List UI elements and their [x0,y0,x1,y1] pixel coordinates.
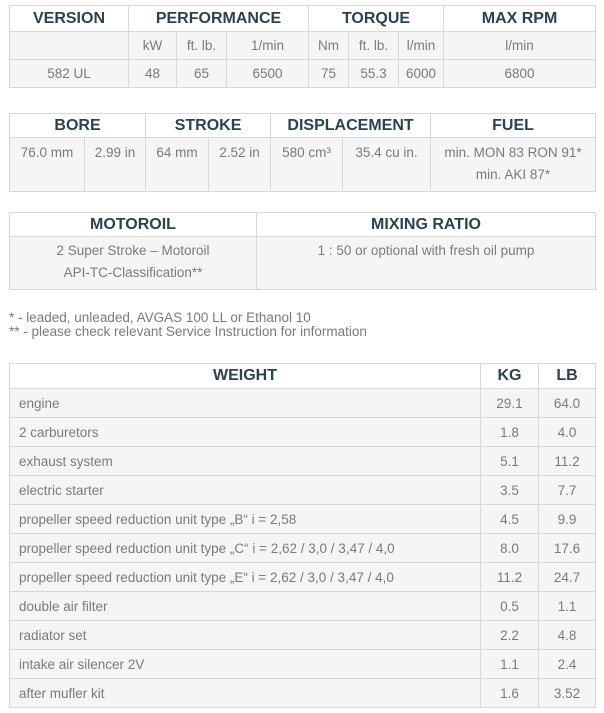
mixing-ratio-cell: 1 : 50 or optional with fresh oil pump [257,237,596,290]
weight-item-cell: exhaust system [10,447,481,476]
unit-cell: ft. lb. [177,32,227,60]
header-torque: TORQUE [309,6,444,32]
weight-lb-cell: 7.7 [539,476,596,505]
value-cell: 75 [309,60,349,88]
unit-cell: 1/min [227,32,309,60]
weight-kg-cell: 8.0 [481,534,539,563]
weight-item-cell: after mufler kit [10,679,481,708]
table-row [10,505,596,534]
value-cell: 582 UL [10,60,129,88]
table-row [10,592,596,621]
table-row [10,476,596,505]
header-displacement: DISPLACEMENT [271,114,431,138]
value-cell: 580 cm³ [271,138,343,192]
table-row [10,534,596,563]
unit-cell: l/min [444,32,596,60]
table-row [10,418,596,447]
weight-lb-cell: 1.1 [539,592,596,621]
value-cell: 55.3 [349,60,399,88]
value-cell: 6000 [399,60,444,88]
motoroil-line-2: API-TC-Classification** [63,265,203,280]
performance-table [9,5,596,88]
header-motoroil: MOTOROIL [10,213,257,237]
weight-item-cell: electric starter [10,476,481,505]
weight-lb-cell: 64.0 [539,389,596,418]
fuel-line-1: min. MON 83 RON 91* [444,145,582,160]
table-row [10,389,596,418]
motoroil-line-1: 2 Super Stroke – Motoroil [56,243,210,258]
weight-item-cell: propeller speed reduction unit type „C“ i = 2,62 / 3,0 / 3,47 / 4,0 [10,534,481,563]
table-row [10,679,596,708]
value-cell: 48 [129,60,177,88]
value-cell: 2.99 in [85,138,146,192]
table-row [10,650,596,679]
header-performance: PERFORMANCE [129,6,309,32]
weight-kg-cell: 0.5 [481,592,539,621]
weight-lb-cell: 24.7 [539,563,596,592]
weight-item-cell: radiator set [10,621,481,650]
weight-item-cell: engine [10,389,481,418]
weight-lb-cell: 11.2 [539,447,596,476]
weight-kg-cell: 4.5 [481,505,539,534]
unit-cell: kW [129,32,177,60]
header-kg: KG [481,364,539,389]
footnote-1: * - leaded, unleaded, AVGAS 100 LL or Ethanol 10 [9,310,311,325]
header-bore: BORE [10,114,146,138]
weight-item-cell: double air filter [10,592,481,621]
motoroil-cell [10,237,257,290]
table-row [10,621,596,650]
value-cell: 6500 [227,60,309,88]
weight-lb-cell: 3.52 [539,679,596,708]
header-max-rpm: MAX RPM [444,6,596,32]
footnote-2: ** - please check relevant Service Instruction for information [9,324,367,339]
weight-kg-cell: 5.1 [481,447,539,476]
oil-table [9,212,596,290]
fuel-line-2: min. AKI 87* [475,167,551,182]
weight-lb-cell: 9.9 [539,505,596,534]
unit-cell: Nm [309,32,349,60]
dimensions-table [9,113,596,192]
weight-kg-cell: 3.5 [481,476,539,505]
header-version: VERSION [10,6,129,32]
weight-kg-cell: 1.6 [481,679,539,708]
weight-kg-cell: 11.2 [481,563,539,592]
unit-cell: l/min [399,32,444,60]
unit-cell-empty [10,32,129,60]
weight-kg-cell: 1.8 [481,418,539,447]
weight-kg-cell: 29.1 [481,389,539,418]
value-cell: 64 mm [146,138,209,192]
table-row [10,447,596,476]
weight-item-cell: intake air silencer 2V [10,650,481,679]
unit-cell: ft. lb. [349,32,399,60]
value-cell: 6800 [444,60,596,88]
weight-item-cell: propeller speed reduction unit type „B“ i = 2,58 [10,505,481,534]
table-row [10,563,596,592]
weight-lb-cell: 4.8 [539,621,596,650]
header-fuel: FUEL [431,114,596,138]
value-cell: 2.52 in [209,138,271,192]
header-weight: WEIGHT [10,364,481,389]
value-cell: 65 [177,60,227,88]
weight-kg-cell: 2.2 [481,621,539,650]
weight-lb-cell: 4.0 [539,418,596,447]
header-lb: LB [539,364,596,389]
value-cell: 76.0 mm [10,138,85,192]
fuel-cell [431,138,596,192]
header-stroke: STROKE [146,114,271,138]
weight-lb-cell: 17.6 [539,534,596,563]
value-cell: 35.4 cu in. [343,138,431,192]
weight-lb-cell: 2.4 [539,650,596,679]
weight-table [9,363,596,708]
weight-kg-cell: 1.1 [481,650,539,679]
header-mixing-ratio: MIXING RATIO [257,213,596,237]
weight-item-cell: 2 carburetors [10,418,481,447]
weight-item-cell: propeller speed reduction unit type „E“ i = 2,62 / 3,0 / 3,47 / 4,0 [10,563,481,592]
footnotes [9,311,595,339]
